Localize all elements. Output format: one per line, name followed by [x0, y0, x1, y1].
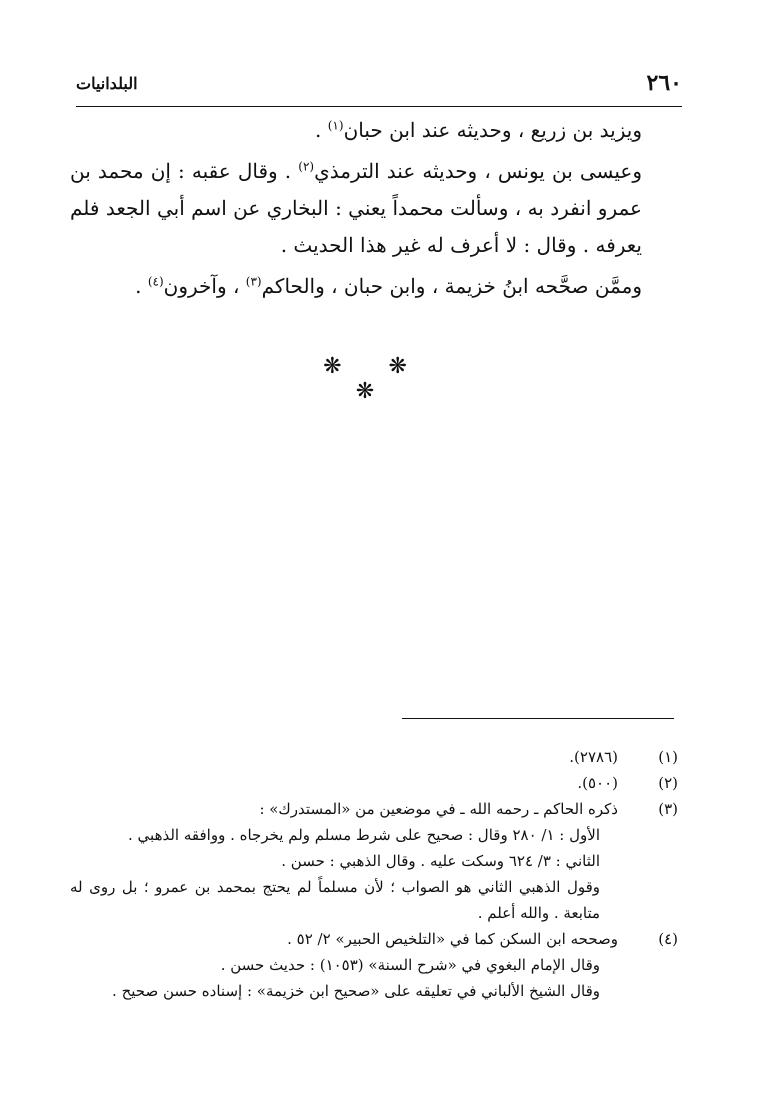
section-separator: ❋ ❋ ❋: [323, 354, 427, 404]
footnote-ref-2: (٢): [298, 159, 315, 174]
footnote-text: وصححه ابن السكن كما في «التلخيص الحبير» ٢/ ٥٢ .: [287, 930, 618, 948]
page-number: ٢٦٠: [646, 70, 682, 96]
paragraph-2-text-b: . وقال عقبه : إن محمد بن عمرو انفرد به ، وسألت محمداً يعني : البخاري عن اسم أبي الجعد فلم يعرفه . وقال : لا أعرف له غير هذا الحديث .: [70, 159, 642, 257]
main-text: [70, 112, 676, 305]
paragraph-1-text: ويزيد بن زريع ، وحديثه عند ابن حبان: [343, 118, 642, 142]
footnote-text: (٢٧٨٦).: [569, 748, 618, 766]
footnote-3: [70, 796, 678, 926]
footnote-ref-3: (٣): [245, 274, 262, 289]
footnotes: [70, 744, 678, 1004]
paragraph-2: [70, 153, 676, 264]
footnote-number: (١): [658, 748, 678, 766]
footnote-ref-1: (١): [327, 118, 344, 133]
footnote-4: [70, 926, 678, 1004]
footnote-ref-4: (٤): [147, 274, 164, 289]
footnote-number: (٤): [658, 930, 678, 948]
footnote-2: [70, 770, 678, 796]
footnote-text: وقول الذهبي الثاني هو الصواب ؛ لأن مسلماً لم يحتج بمحمد بن عمرو ؛ بل روى له متابعة . والله أعلم .: [70, 878, 600, 922]
footnote-text: ذكره الحاكم ـ رحمه الله ـ في موضعين من «المستدرك» :: [259, 800, 618, 818]
footnote-text: (٥٠٠).: [577, 774, 618, 792]
running-title: البلدانيات: [76, 74, 138, 93]
paragraph-1: [70, 112, 676, 149]
footnote-text: وقال الإمام البغوي في «شرح السنة» (١٠٥٣) : حديث حسن .: [220, 956, 600, 974]
paragraph-3-text-b: ، وآخرون: [163, 274, 246, 298]
footnote-rule: [402, 718, 674, 719]
footnote-text: الثاني : ٣/ ٦٢٤ وسكت عليه . وقال الذهبي : حسن .: [281, 852, 600, 870]
footnote-number: (٣): [658, 800, 678, 818]
paragraph-1-end: .: [315, 118, 328, 142]
footnote-text: وقال الشيخ الألباني في تعليقه على «صحيح ابن خزيمة» : إسناده حسن صحيح .: [112, 982, 600, 1000]
paragraph-3-end: .: [135, 274, 148, 298]
footnote-1: [70, 744, 678, 770]
header-rule: [76, 106, 682, 107]
paragraph-3-text-a: وممَّن صحَّحه ابنُ خزيمة ، وابن حبان ، والحاكم: [261, 274, 642, 298]
paragraph-3: [70, 268, 676, 305]
paragraph-2-text-a: وعيسى بن يونس ، وحديثه عند الترمذي: [314, 159, 643, 183]
page-header: [76, 70, 682, 100]
footnote-text: الأول : ١/ ٢٨٠ وقال : صحيح على شرط مسلم ولم يخرجاه . ووافقه الذهبي .: [128, 826, 600, 844]
footnote-number: (٢): [658, 774, 678, 792]
